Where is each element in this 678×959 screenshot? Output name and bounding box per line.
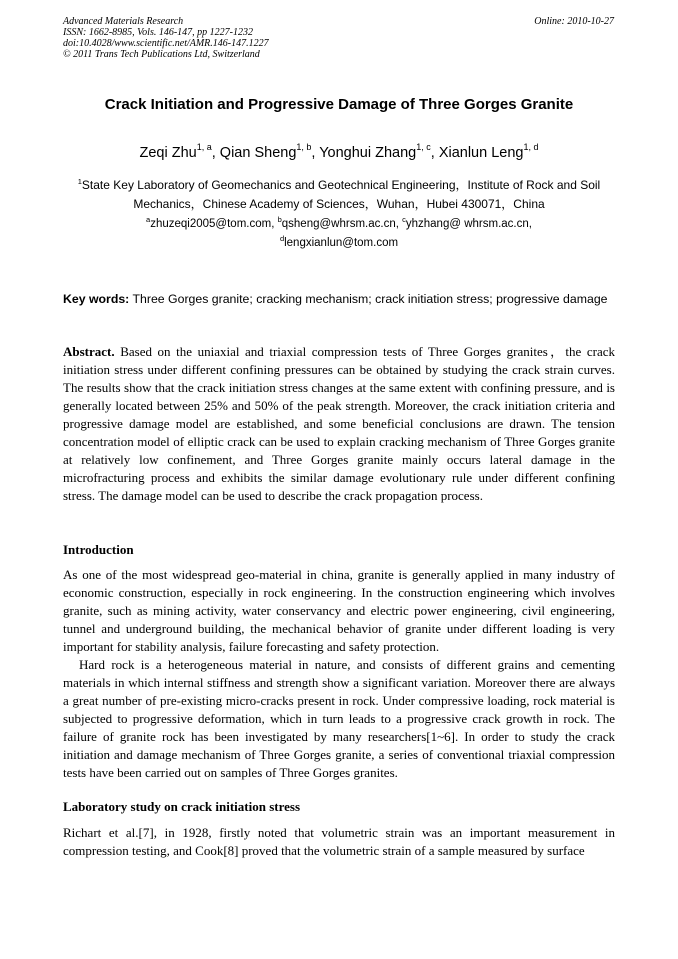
- author-sup: 1, c: [416, 142, 431, 152]
- email-address: yhzhang@ whrsm.ac.cn,: [405, 218, 532, 230]
- author-name: Yonghui Zhang: [319, 145, 417, 161]
- author-sup: 1, b: [296, 142, 312, 152]
- copyright-line: © 2011 Trans Tech Publications Ltd, Switzerland: [63, 49, 260, 60]
- introduction-heading: Introduction: [63, 542, 134, 557]
- email-address: qsheng@whrsm.ac.cn,: [281, 218, 403, 230]
- journal-header: [63, 16, 269, 60]
- author-sup: 1, d: [523, 142, 539, 152]
- email-address: lengxianlun@tom.com: [284, 237, 399, 249]
- keywords: [63, 290, 615, 308]
- email-line-2: [63, 234, 615, 253]
- doi-line: doi:10.4028/www.scientific.net/AMR.146-147.1227: [63, 38, 269, 49]
- email-sup: a: [146, 215, 151, 224]
- abstract: [63, 343, 615, 505]
- author-list: Zeqi Zhu$^{1, a}$, Qian Sheng$^{1, b}$, Yonghui Zhang$^{1, c}$, Xianlun Leng$^{1, d}$: [139, 142, 539, 161]
- email-address: zhuzeqi2005@tom.com,: [150, 218, 278, 230]
- introduction-paragraph-2: Hard rock is a heterogeneous material in nature, and consists of different grains and cementing materials in which internal stiffness and strength show a significant variation. Moreover there are always a great number of pre-existing micro-cracks present in rock. Under compressive loading, rock material is subjected to progressive deformation, which in turn leads to a progressive crack growth in rock. The failure of granite rock has been investigated by many researchers[1~6]. In order to study the crack initiation and damage mechanism of Three Gorges granite, a series of conventional triaxial compression tests have been carried out on samples of Three Gorges granites.: [63, 657, 615, 780]
- paper-title: Crack Initiation and Progressive Damage of Three Gorges Granite: [104, 96, 574, 113]
- affiliation-text-1: State Key Laboratory of Geomechanics and Geotechnical Engineering，Institute of Rock and Soil: [81, 178, 601, 192]
- abstract-text: Based on the uniaxial and triaxial compression tests of Three Gorges granites，the crack initiation stress under different confining pressures can be obtained by studying the crack strain curves. The results show that the crack initiation stress changes at the same extent with confining pressure, and is generally located between 25% and 50% of the peak strength. Moreover, the crack initiation criteria and progressive damage model are established, and some beneficial conclusions are drawn. The tension concentration model of elliptic crack can be used to explain cracking mechanism of Three Gorges granite at relatively low confinement, and Three Gorges granite mainly occurs lateral damage in the microfracturing process and exhibits the similar damage evolutionary rule under different confining stress. The damage model can be used to describe the crack propagation process.: [63, 344, 616, 503]
- lab-study-paragraph-1: Richart et al.[7], in 1928, firstly noted that volumetric strain was an important measurement in compression testing, and Cook[8] proved that the volumetric strain of a sample measured by surface: [63, 825, 615, 858]
- email-sup: c: [402, 215, 406, 224]
- journal-name: Advanced Materials Research: [63, 16, 184, 27]
- lab-study-heading: Laboratory study on crack initiation stress: [63, 799, 301, 814]
- email-sup: d: [279, 234, 285, 243]
- issn-line: ISSN: 1662-8985, Vols. 146-147, pp 1227-1232: [63, 27, 253, 38]
- affiliation: [63, 176, 615, 214]
- author-sup: 1, a: [196, 142, 212, 152]
- abstract-label: Abstract.: [63, 344, 115, 359]
- affiliation-line-1: [63, 176, 615, 195]
- author-name: Xianlun Leng: [438, 145, 524, 161]
- affiliation-sup: 1: [77, 177, 82, 186]
- introduction-paragraph-1: As one of the most widespread geo-material in china, granite is generally applied in many industry of economic construction, especially in rock engineering. In the construction engineering which involves granite, such as mining activity, water conservancy and electric power engineering, civil engineering, tunnel and underground building, the mechanical behavior of granite under different loading is very important for stability analysis, failure forecasting and safety protection.: [63, 567, 615, 654]
- email-sup: b: [277, 215, 282, 224]
- author-emails: [63, 215, 615, 253]
- keywords-label: Key words:: [63, 292, 130, 306]
- keywords-text: Three Gorges granite; cracking mechanism; crack initiation stress; progressive damage: [132, 292, 608, 306]
- author-name: Qian Sheng: [219, 145, 297, 161]
- affiliation-line-2: Mechanics，Chinese Academy of Sciences，Wuhan，Hubei 430071，China: [133, 197, 545, 211]
- email-line-1: [63, 215, 615, 234]
- author-name: Zeqi Zhu: [139, 145, 197, 161]
- online-date: Online: 2010-10-27: [534, 16, 614, 27]
